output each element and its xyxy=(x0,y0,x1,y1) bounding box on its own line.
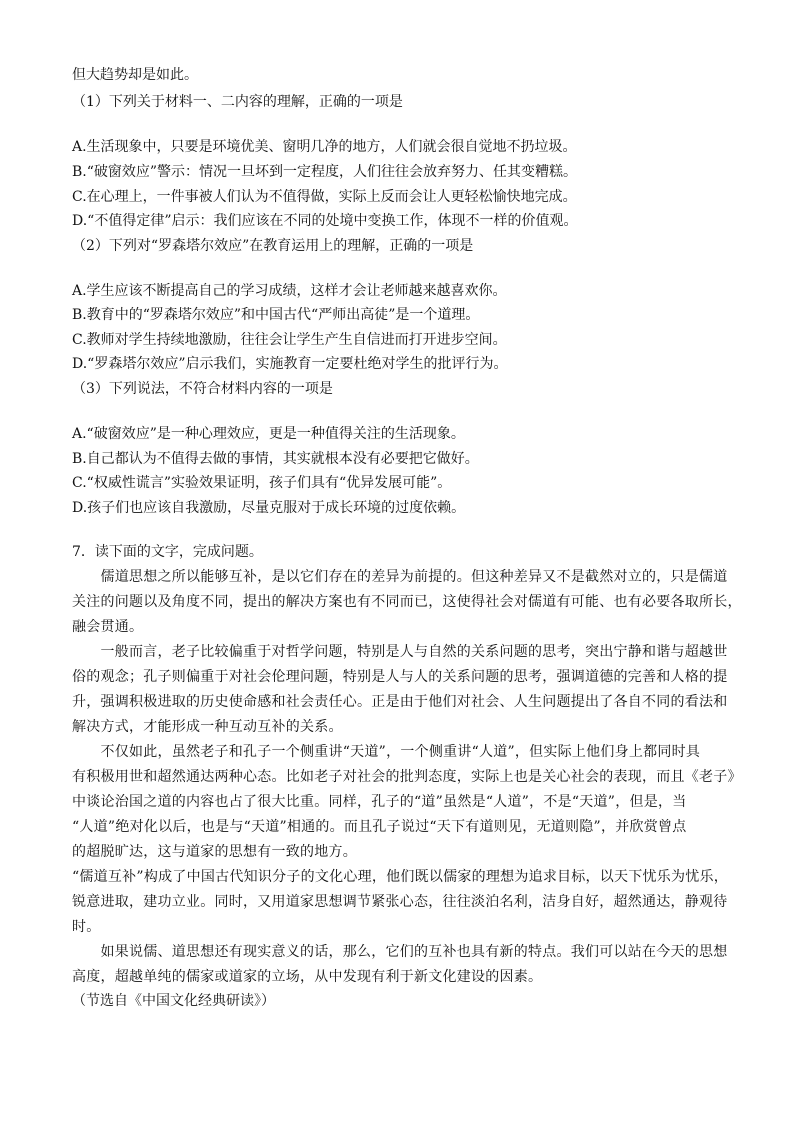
q2-option-d: D.“罗森塔尔效应”启示我们，实施教育一定要杜绝对学生的批评行为。 xyxy=(72,356,508,372)
passage-line: 解决方式，才能形成一种互动互补的关系。 xyxy=(72,719,343,735)
source-citation: （节选自《中国文化经典研读》） xyxy=(72,993,275,1009)
q2-option-b: B.教育中的“罗森塔尔效应”和中国古代“严师出高徒”是一个道理。 xyxy=(72,307,480,323)
q1-option-a: A.生活现象中，只要是环境优美、窗明几净的地方，人们就会很自觉地不扔垃圾。 xyxy=(72,139,577,155)
q2-stem: （2）下列对“罗森塔尔效应”在教育运用上的理解，正确的一项是 xyxy=(72,238,474,254)
passage-line: 俗的观念；孔子则偏重于对社会伦理问题，特别是人与人的关系问题的思考，强调道德的完善和人格的提 xyxy=(72,669,728,685)
passage-line: 有积极用世和超然通达两种心态。比如老子对社会的批判态度，实际上也是关心社会的表现，而且《老子》 xyxy=(72,769,742,785)
q2-option-c: C.教师对学生持续地激励，往往会让学生产生自信进而打开进步空间。 xyxy=(72,332,507,348)
q3-option-c: C.“权威性谎言”实验效果证明，孩子们具有“优异发展可能”。 xyxy=(72,475,452,491)
passage-line: 关注的问题以及角度不同，提出的解决方案也有不同而已，这使得社会对儒道有可能、也有必要各取所长， xyxy=(72,594,742,610)
passage-line: “人道”绝对化以后，也是与“天道”相通的。而且孔子说过“天下有道则见，无道则隐”，并欣赏曾点 xyxy=(72,819,687,835)
q7-heading: 7．读下面的文字，完成问题。 xyxy=(72,544,263,560)
q2-option-a: A.学生应该不断提高自己的学习成绩，这样才会让老师越来越喜欢你。 xyxy=(72,283,507,299)
passage-line: 如果说儒、道思想还有现实意义的话，那么，它们的互补也具有新的特点。我们可以站在今天的思想 xyxy=(72,944,728,960)
passage-line: 一般而言，老子比较偏重于对哲学问题，特别是人与自然的关系问题的思考，突出宁静和谐与超越世 xyxy=(72,644,728,660)
passage-line: 升，强调积极进取的历史使命感和社会责任心。正是由于他们对社会、人生问题提出了各自不同的看法和 xyxy=(72,694,728,710)
q3-option-d: D.孩子们也应该自我激励，尽量克服对于成长环境的过度依赖。 xyxy=(72,500,466,516)
q1-option-c: C.在心理上，一件事被人们认为不值得做，实际上反而会让人更轻松愉快地完成。 xyxy=(72,189,577,205)
q3-stem: （3）下列说法，不符合材料内容的一项是 xyxy=(72,381,333,397)
q3-option-a: A.“破窗效应”是一种心理效应，更是一种值得关注的生活现象。 xyxy=(72,426,465,442)
q1-stem: （1）下列关于材料一、二内容的理解，正确的一项是 xyxy=(72,94,403,110)
passage-line: 不仅如此，虽然老子和孔子一个侧重讲“天道”，一个侧重讲“人道”，但实际上他们身上都同时具 xyxy=(72,744,701,760)
passage-line: 高度，超越单纯的儒家或道家的立场，从中发现有利于新文化建设的因素。 xyxy=(72,969,543,985)
intro-tail: 但大趋势却是如此。 xyxy=(72,67,198,83)
passage-line: 时。 xyxy=(72,919,101,935)
passage-line: 融会贯通。 xyxy=(72,619,144,635)
q1-option-b: B.“破窗效应”警示：情况一旦坏到一定程度，人们往往会放弃努力、任其变糟糕。 xyxy=(72,164,578,180)
passage-line: 锐意进取，建功立业。同时，又用道家思想调节紧张心态，往往淡泊名利，洁身自好，超然通达，静观待 xyxy=(72,894,728,910)
passage-line: “儒道互补”构成了中国古代知识分子的文化心理，他们既以儒家的理想为追求目标，以天下忧乐为忧乐， xyxy=(72,869,729,885)
q3-option-b: B.自己都认为不值得去做的事情，其实就根本没有必要把它做好。 xyxy=(72,451,479,467)
passage-line: 儒道思想之所以能够互补，是以它们存在的差异为前提的。但这种差异又不是截然对立的，只是儒道 xyxy=(72,569,728,585)
passage-line: 中谈论治国之道的内容也占了很大比重。同样，孔子的“道”虽然是“人道”，不是“天道”，但是，当 xyxy=(72,794,687,810)
q1-option-d: D.“不值得定律”启示：我们应该在不同的处境中变换工作，体现不一样的价值观。 xyxy=(72,213,578,229)
passage-line: 的超脱旷达，这与道家的思想有一致的地方。 xyxy=(72,844,357,860)
